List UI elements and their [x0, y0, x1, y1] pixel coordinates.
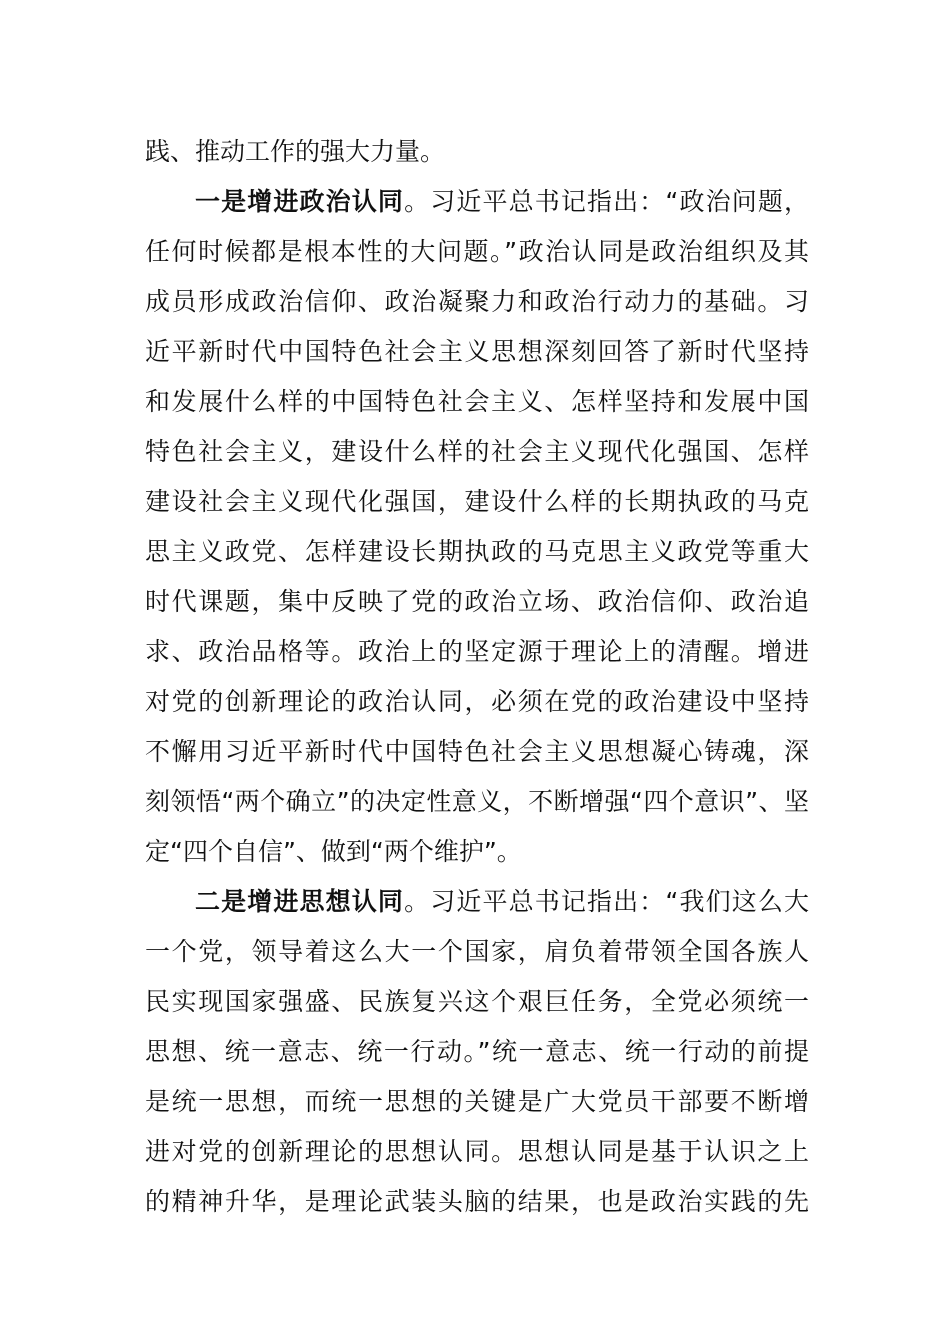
paragraph-line: 对党的创新理论的政治认同，必须在党的政治建设中坚持 [145, 687, 809, 716]
paragraph-line: 民实现国家强盛、民族复兴这个艰巨任务，全党必须统一 [145, 987, 809, 1016]
paragraph-line: 是统一思想，而统一思想的关键是广大党员干部要不断增 [145, 1087, 809, 1116]
paragraph-lead-heading: 二是增进思想认同 [195, 887, 405, 916]
paragraph-line: 特色社会主义，建设什么样的社会主义现代化强国、怎样 [145, 437, 809, 466]
paragraph-line: 刻领悟“两个确立”的决定性意义，不断增强“四个意识”、坚 [145, 787, 809, 816]
paragraph-first-line [145, 877, 809, 927]
paragraph-line: 践、推动工作的强大力量。 [145, 137, 446, 166]
paragraph-first-line-text: 。习近平总书记指出：“政治问题， [404, 187, 809, 216]
paragraph-line: 时代课题，集中反映了党的政治立场、政治信仰、政治追 [145, 587, 809, 616]
paragraph-line: 的精神升华，是理论武装头脑的结果，也是政治实践的先 [145, 1187, 809, 1216]
paragraph-first-line-text: 。习近平总书记指出：“我们这么大 [404, 887, 809, 916]
paragraph-line: 进对党的创新理论的思想认同。思想认同是基于认识之上 [145, 1137, 809, 1166]
paragraph-line: 不懈用习近平新时代中国特色社会主义思想凝心铸魂，深 [145, 737, 809, 766]
paragraph-line: 定“四个自信”、做到“两个维护”。 [145, 837, 522, 866]
paragraph-line: 建设社会主义现代化强国，建设什么样的长期执政的马克 [145, 487, 809, 516]
paragraph-line: 思想、统一意志、统一行动。”统一意志、统一行动的前提 [145, 1037, 809, 1066]
paragraph-line: 和发展什么样的中国特色社会主义、怎样坚持和发展中国 [145, 387, 809, 416]
paragraph-line: 近平新时代中国特色社会主义思想深刻回答了新时代坚持 [145, 337, 809, 366]
paragraph-line: 成员形成政治信仰、政治凝聚力和政治行动力的基础。习 [145, 287, 809, 316]
paragraph-line: 一个党，领导着这么大一个国家，肩负着带领全国各族人 [145, 937, 809, 966]
body-text [145, 127, 809, 1227]
paragraph-lead-heading: 一是增进政治认同 [195, 187, 405, 216]
paragraph-line: 任何时候都是根本性的大问题。”政治认同是政治组织及其 [145, 237, 809, 266]
paragraph-first-line [145, 177, 809, 227]
paragraph-line: 求、政治品格等。政治上的坚定源于理论上的清醒。增进 [145, 637, 809, 666]
paragraph-line: 思主义政党、怎样建设长期执政的马克思主义政党等重大 [145, 537, 809, 566]
